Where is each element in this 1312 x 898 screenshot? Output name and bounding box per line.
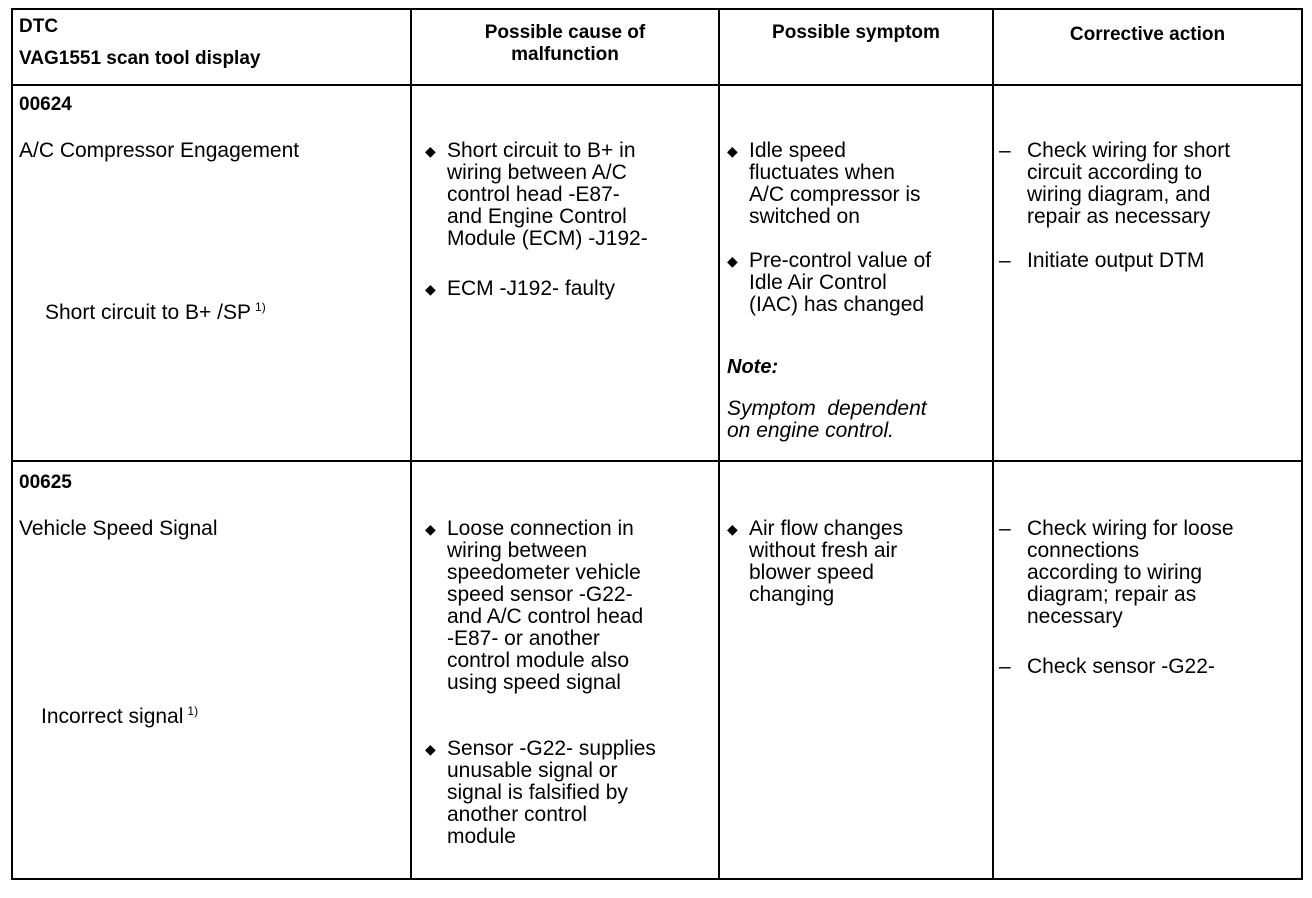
dtc-component: Vehicle Speed Signal (19, 517, 218, 540)
symptom-text: Pre-control value of Idle Air Control (IAC) has changed (749, 249, 932, 316)
cause-item (425, 518, 643, 694)
action-text: Check wiring for short circuit according to wiring diagram, and repair as necessary (1027, 139, 1231, 228)
dash-icon: – (999, 655, 1011, 678)
dtc-fault-type (41, 706, 198, 728)
cause-text: Sensor -G22- supplies unusable signal or signal is falsified by another control module (447, 737, 656, 848)
note-text: Symptom dependent on engine control. (727, 397, 927, 442)
bullet-icon: ◆ (727, 253, 738, 269)
action-text: Check sensor -G22- (1027, 655, 1215, 678)
dtc-fault-text: Short circuit to B+ /SP (45, 301, 252, 324)
symptom-item (727, 250, 931, 316)
cause-text: Short circuit to B+ in wiring between A/C control head -E87- and Engine Control Module (ECM) -J192- (447, 139, 648, 250)
cause-text: ECM -J192- faulty (447, 277, 616, 300)
bullet-icon: ◆ (727, 143, 738, 159)
header-symptom: Possible symptom (772, 22, 940, 43)
dash-icon: – (999, 249, 1011, 272)
bullet-icon: ◆ (425, 281, 436, 297)
footnote-mark: 1) (187, 704, 199, 718)
dtc-fault-type (45, 302, 266, 324)
cause-item (425, 738, 656, 848)
cause-item (425, 278, 615, 300)
action-item (999, 140, 1230, 228)
header-divider (13, 84, 1301, 86)
column-divider (718, 10, 720, 878)
column-divider (992, 10, 994, 878)
symptom-item (727, 518, 903, 606)
dtc-code: 00625 (19, 472, 72, 493)
bullet-icon: ◆ (727, 521, 738, 537)
note-label: Note: (727, 356, 779, 378)
bullet-icon: ◆ (425, 521, 436, 537)
footnote-mark: 1) (255, 300, 266, 314)
header-cause: Possible cause of malfunction (484, 22, 646, 65)
cause-text: Loose connection in wiring between speedometer vehicle speed sensor -G22- and A/C control head -E87- or another control module also using speed signal (447, 517, 644, 694)
symptom-text: Idle speed fluctuates when A/C compressor is switched on (749, 139, 921, 228)
dtc-code: 00624 (19, 94, 72, 115)
action-text: Initiate output DTM (1027, 249, 1205, 272)
symptom-item (727, 140, 921, 228)
dtc-fault-text: Incorrect signal (41, 705, 184, 728)
header-action: Corrective action (1069, 24, 1226, 45)
action-item (999, 518, 1234, 628)
dash-icon: – (999, 139, 1011, 162)
action-item (999, 250, 1204, 272)
bullet-icon: ◆ (425, 143, 436, 159)
header-scan-tool-label: VAG1551 scan tool display (19, 48, 261, 69)
action-item (999, 656, 1215, 678)
symptom-text: Air flow changes without fresh air blower speed changing (749, 517, 904, 606)
column-divider (410, 10, 412, 878)
header-dtc-label: DTC (19, 16, 59, 37)
cause-item (425, 140, 648, 250)
dash-icon: – (999, 517, 1011, 540)
dtc-component: A/C Compressor Engagement (19, 139, 300, 162)
dtc-table (11, 8, 1303, 880)
bullet-icon: ◆ (425, 741, 436, 757)
action-text: Check wiring for loose connections according to wiring diagram; repair as necessary (1027, 517, 1234, 628)
row-divider (13, 460, 1301, 462)
